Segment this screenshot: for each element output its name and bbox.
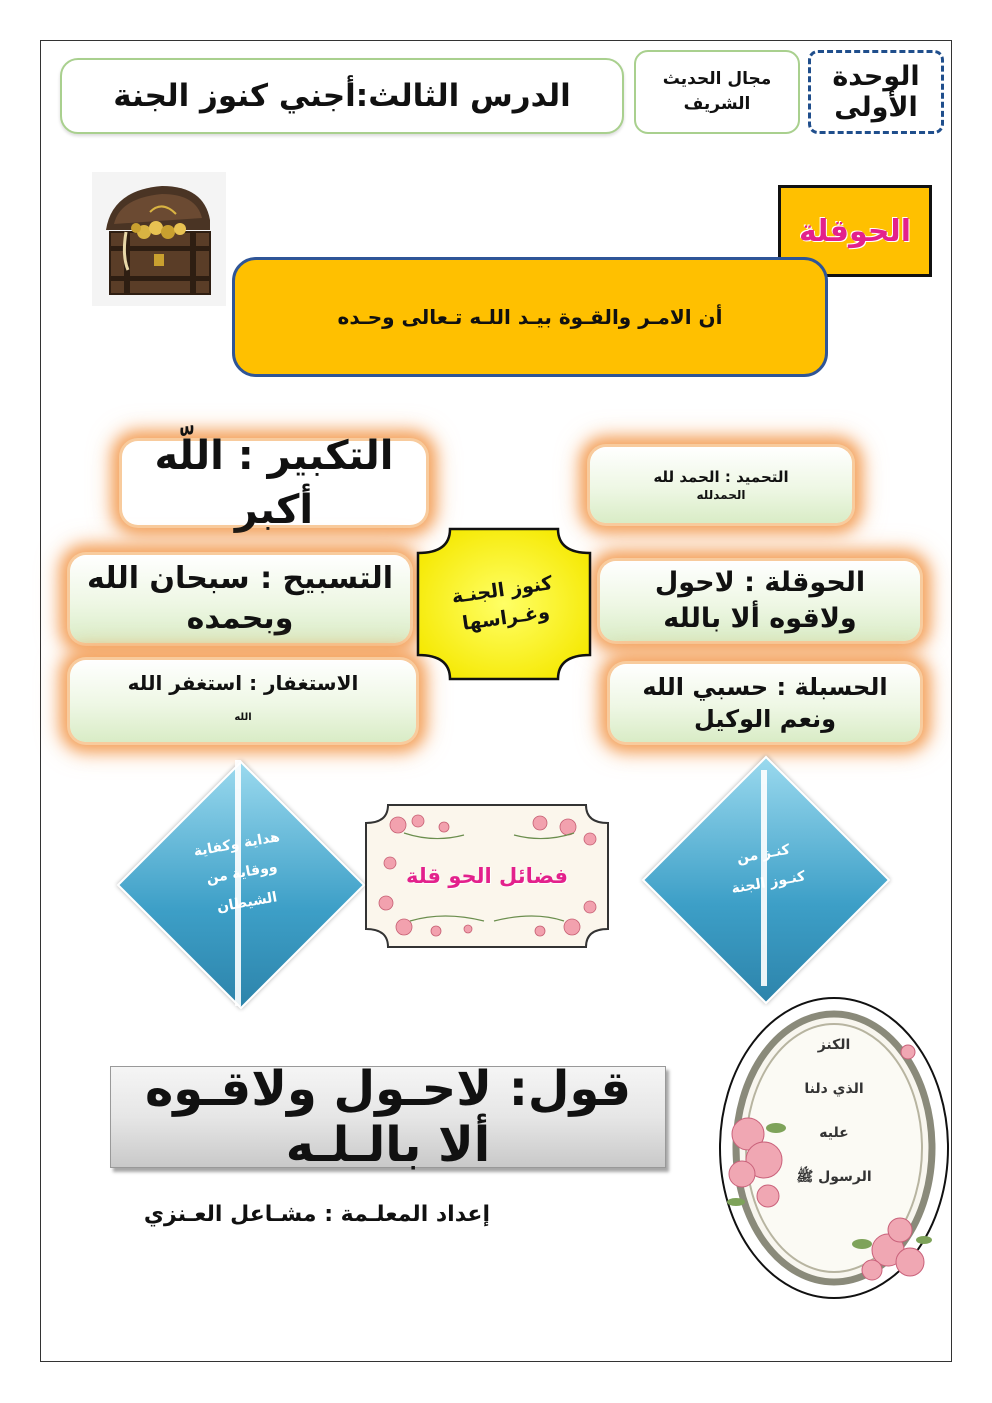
- virtues-title-box: [364, 803, 610, 949]
- tahmid-box: [590, 447, 852, 523]
- oval-frame: [712, 992, 956, 1304]
- istighfar-box: [70, 660, 416, 742]
- definition-box: أن الامـر والقـوة بيـد اللـه تـعالى وحـده: [232, 257, 828, 377]
- center-treasures-shape: [416, 527, 592, 681]
- diamond-left: [116, 760, 362, 1006]
- unit-label: الوحدة الأولى: [808, 50, 944, 134]
- author-credit: إعداد المعلـمة : مشـاعل العـنزي: [143, 1201, 490, 1227]
- istighfar-line-2: الله: [234, 712, 252, 723]
- saying-banner: قول: لاحـول ولاقـوه ألا بالـلـه: [110, 1066, 666, 1168]
- center-line-2: وغـراسها: [460, 600, 552, 635]
- frame-line-2: الذي دلنا: [804, 1081, 864, 1097]
- right-diamond-line-2: كنـوز الجنة: [730, 868, 807, 898]
- lesson-title: الدرس الثالث:أجني كنوز الجنة: [60, 58, 624, 134]
- hawqala-tag: الحوقلة: [778, 185, 932, 277]
- field-line-1: مجال الحديث: [662, 68, 772, 89]
- left-diamond-line-2: ووقاية من: [205, 859, 279, 888]
- left-diamond-line-3: الشيطان: [215, 889, 279, 916]
- field-label: [634, 50, 800, 134]
- frame-line-4: الرسول ﷺ: [796, 1169, 872, 1185]
- center-line-1: كنوز الجنـة: [450, 571, 554, 608]
- hawqala-box: الحوقلة : لاحول ولاقوه ألا بالله: [600, 561, 920, 641]
- tahmid-line-2: الحمدلله: [696, 488, 746, 503]
- virtues-title: فضائل الحو قلة: [405, 864, 569, 888]
- tahmid-line-1: التحميد : الحمد لله: [653, 467, 789, 486]
- hasbala-box: الحسبلة : حسبي الله ونعم الوكيل: [610, 664, 920, 742]
- frame-line-3: عليه: [819, 1125, 849, 1141]
- diamond-right: [656, 770, 872, 986]
- right-diamond-line-1: كنـز من: [735, 841, 792, 867]
- tasbih-box: التسبيح : سبحان الله وبحمده: [70, 555, 410, 643]
- istighfar-line-1: الاستغفار : استغفر الله: [127, 671, 359, 695]
- takbir-box: التكبير : اللّه أكبر: [122, 441, 426, 525]
- left-diamond-line-1: هداية وكفاية: [192, 829, 282, 860]
- frame-line-1: الكنز: [817, 1037, 851, 1053]
- field-line-2: الشريف: [683, 94, 751, 114]
- treasure-chest-image: [92, 172, 226, 306]
